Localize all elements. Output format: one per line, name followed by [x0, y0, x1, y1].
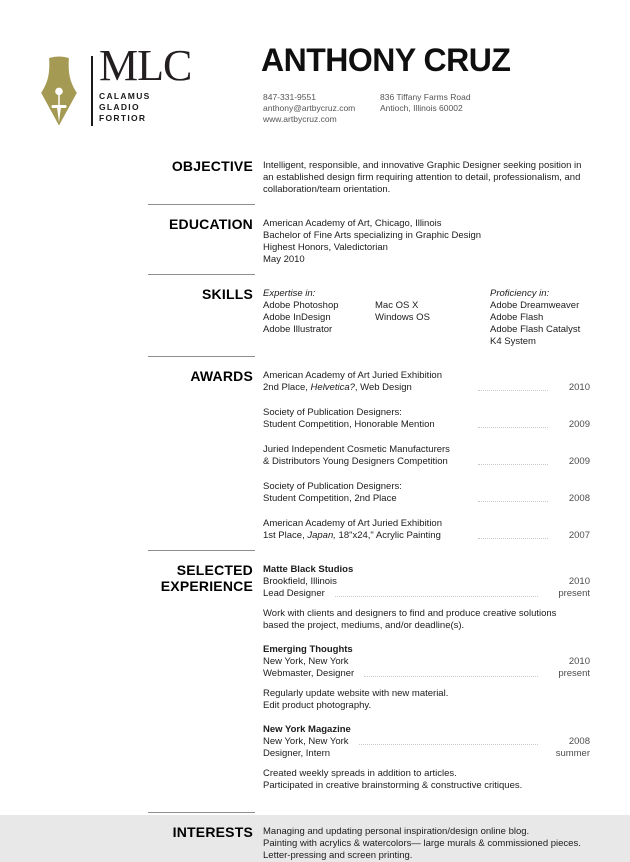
skills-proficiency-column	[490, 288, 590, 348]
job-title: Lead Designer	[263, 588, 325, 599]
award-year: 2008	[568, 493, 590, 504]
section-divider	[148, 812, 255, 813]
logo-text-block	[99, 41, 192, 124]
dotted-leader	[478, 464, 548, 465]
award-item	[263, 444, 590, 468]
contact-info	[263, 92, 471, 125]
skill-item: Windows OS	[375, 312, 430, 323]
city-state-zip: Antioch, Illinois 60002	[380, 103, 463, 113]
motto-line: GLADIO	[99, 102, 140, 112]
company-location: New York, New York	[263, 656, 349, 667]
job-description: Work with clients and designers to find and produce creative solutions based the project, mediums, and/or deadline(s).	[263, 608, 557, 631]
dotted-leader	[478, 427, 548, 428]
award-detail: & Distributors Young Designers Competition	[263, 456, 448, 467]
street-address: 836 Tiffany Farms Road	[380, 92, 471, 102]
job-description: Created weekly spreads in addition to articles. Participated in creative brainstorming & constructive critiques.	[263, 768, 523, 791]
resume-body	[0, 158, 590, 862]
company-location: New York, New York	[263, 736, 349, 747]
section-divider	[148, 356, 255, 357]
award-item	[263, 370, 590, 394]
section-heading: SKILLS	[202, 286, 253, 302]
job-description: Regularly update website with new material. Edit product photography.	[263, 688, 449, 711]
award-title: Society of Publication Designers:	[263, 407, 402, 418]
section-interests	[0, 824, 590, 862]
objective-text: Intelligent, responsible, and innovative Graphic Designer seeking position in an established design firm requiring attention to detail, professionalism, and collaboration/team orientation.	[263, 160, 582, 195]
award-year: 2009	[568, 419, 590, 430]
section-education	[0, 216, 590, 266]
dotted-leader	[478, 538, 548, 539]
award-title: American Academy of Art Juried Exhibition	[263, 518, 443, 529]
email-address: anthony@artbycruz.com	[263, 103, 356, 113]
experience-entry	[263, 724, 590, 792]
dotted-leader	[359, 744, 538, 745]
section-heading: SELECTED EXPERIENCE	[160, 562, 253, 594]
header	[0, 0, 630, 158]
experience-entry	[263, 564, 590, 632]
section-heading: AWARDS	[190, 368, 253, 384]
logo-divider	[91, 56, 93, 126]
education-line: Highest Honors, Valedictorian	[263, 242, 388, 253]
award-year: 2007	[568, 530, 590, 541]
skill-item: Adobe Dreamweaver	[490, 300, 580, 311]
skill-item: Adobe InDesign	[263, 312, 331, 323]
award-year: 2009	[568, 456, 590, 467]
company-name: Matte Black Studios	[263, 564, 354, 575]
experience-year: 2010	[568, 656, 590, 667]
skill-item: Adobe Photoshop	[263, 300, 339, 311]
award-title: Society of Publication Designers:	[263, 481, 402, 492]
award-detail: Student Competition, Honorable Mention	[263, 419, 435, 430]
experience-duration: summer	[555, 748, 590, 759]
experience-duration: present	[558, 668, 590, 679]
section-heading: EDUCATION	[169, 216, 253, 232]
award-item	[263, 481, 590, 505]
section-heading: OBJECTIVE	[171, 158, 253, 174]
section-divider	[148, 550, 255, 551]
skill-item: K4 System	[490, 336, 536, 347]
section-divider	[148, 274, 255, 275]
dotted-leader	[335, 596, 538, 597]
education-line: May 2010	[263, 254, 305, 265]
logo-motto	[99, 91, 191, 124]
interest-line: Managing and updating personal inspiration/design online blog.	[263, 826, 530, 837]
award-item	[263, 518, 590, 542]
award-year: 2010	[568, 382, 590, 393]
award-detail: Student Competition, 2nd Place	[263, 493, 397, 504]
company-name: Emerging Thoughts	[263, 644, 353, 655]
section-objective	[0, 158, 590, 196]
skill-item: Adobe Flash	[490, 312, 544, 323]
dotted-leader	[478, 390, 548, 391]
award-detail: 1st Place, Japan, 18"x24," Acrylic Painting	[263, 530, 441, 541]
website-url: www.artbycruz.com	[263, 114, 337, 124]
company-name: New York Magazine	[263, 724, 351, 735]
section-experience	[0, 562, 590, 804]
experience-entry	[263, 644, 590, 712]
section-heading: INTERESTS	[172, 824, 253, 840]
interest-line: Letter-pressing and screen printing.	[263, 850, 413, 861]
award-detail: 2nd Place, Helvetica?, Web Design	[263, 382, 412, 393]
person-name: ANTHONY CRUZ	[261, 42, 511, 78]
section-divider	[148, 204, 255, 205]
award-item	[263, 407, 590, 431]
motto-line: FORTIOR	[99, 113, 147, 123]
experience-duration: present	[558, 588, 590, 599]
skill-item: Adobe Flash Catalyst	[490, 324, 581, 335]
logo-monogram: MLC	[99, 41, 192, 90]
interest-line: Painting with acrylics & watercolors— large murals & commissioned pieces.	[263, 838, 581, 849]
motto-line: CALAMUS	[99, 91, 151, 101]
contact-column-right	[380, 92, 471, 125]
section-awards	[0, 368, 590, 542]
award-title: Juried Independent Cosmetic Manufacturers	[263, 444, 450, 455]
dotted-leader	[364, 676, 538, 677]
job-title: Designer, Intern	[263, 748, 331, 759]
dotted-leader	[478, 501, 548, 502]
job-title: Webmaster, Designer	[263, 668, 355, 679]
skills-column-header: Proficiency in:	[490, 288, 550, 299]
skill-item: Adobe Illustrator	[263, 324, 333, 335]
contact-column-left	[263, 92, 380, 125]
award-title: American Academy of Art Juried Exhibition	[263, 370, 443, 381]
skills-column-header: Expertise in:	[263, 288, 316, 299]
experience-year: 2008	[568, 736, 590, 747]
education-line: Bachelor of Fine Arts specializing in Graphic Design	[263, 230, 482, 241]
company-location: Brookfield, Illinois	[263, 576, 337, 587]
phone-number: 847-331-9551	[263, 92, 316, 102]
skills-expertise-column	[263, 288, 375, 348]
pen-nib-icon	[40, 55, 78, 127]
skill-item: Mac OS X	[375, 300, 419, 311]
skills-platform-column	[375, 288, 490, 348]
experience-year: 2010	[568, 576, 590, 587]
section-skills	[0, 286, 590, 348]
education-line: American Academy of Art, Chicago, Illinois	[263, 218, 442, 229]
